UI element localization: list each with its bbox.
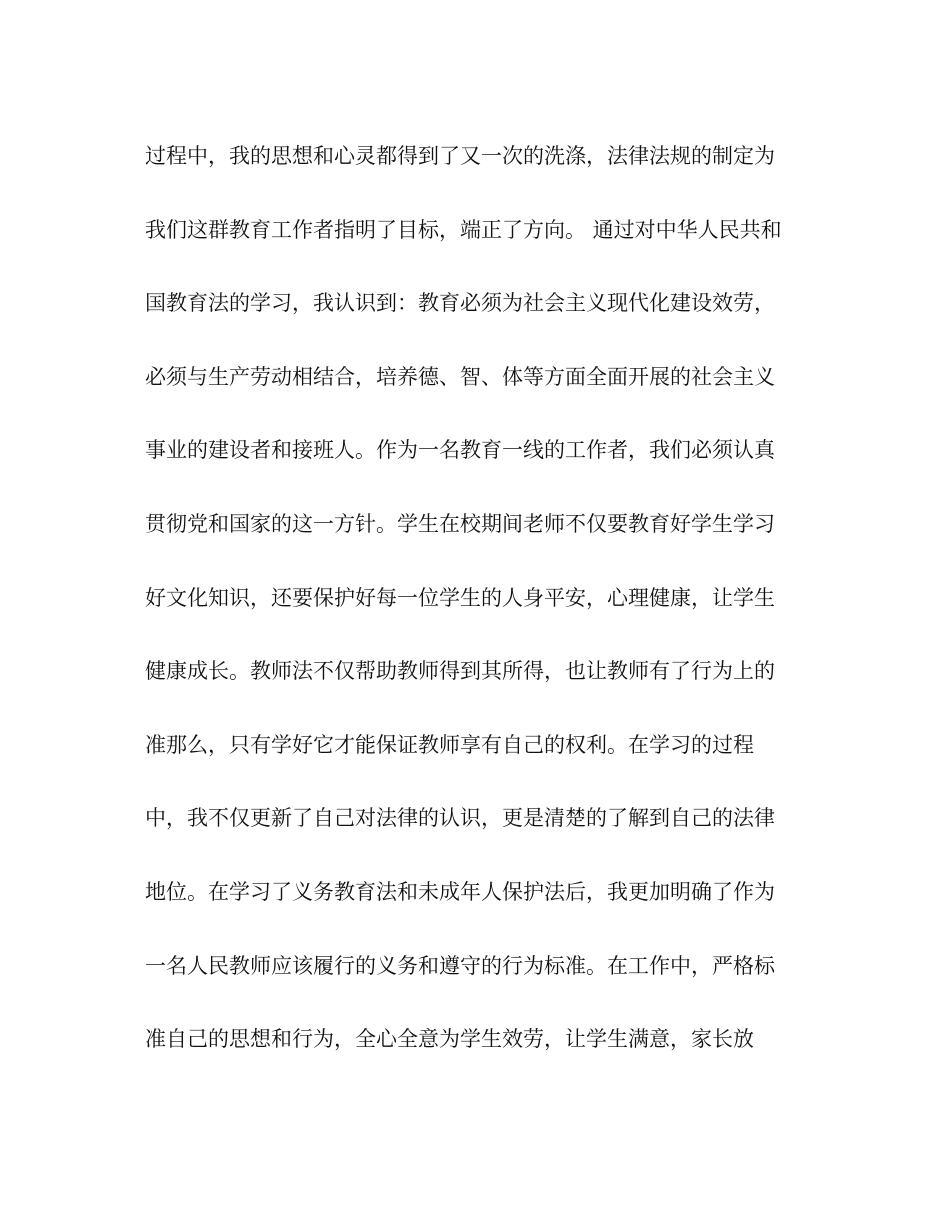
text-line: 事业的建设者和接班人。作为一名教育一线的工作者，我们必须认真: [145, 438, 775, 463]
text-line: 必须与生产劳动相结合，培养德、智、体等方面全面开展的社会主义: [145, 364, 775, 389]
text-line: 准那么，只有学好它才能保证教师享有自己的权利。在学习的过程: [145, 732, 754, 757]
body-paragraph: [145, 138, 825, 1095]
text-line: 健康成长。教师法不仅帮助教师得到其所得，也让教师有了行为上的: [145, 659, 775, 684]
text-line: 贯彻党和国家的这一方针。学生在校期间老师不仅要教育好学生学习: [145, 511, 775, 536]
text-line: 一名人民教师应该履行的义务和遵守的行为标准。在工作中，严格标: [145, 953, 775, 978]
text-line: 地位。在学习了义务教育法和未成年人保护法后，我更加明确了作为: [145, 879, 775, 904]
text-line: 中，我不仅更新了自己对法律的认识，更是清楚的了解到自己的法律: [145, 806, 775, 831]
text-line: 过程中，我的思想和心灵都得到了又一次的洗涤，法律法规的制定为: [145, 144, 775, 168]
text-line: 我们这群教育工作者指明了目标，端正了方向。 通过对中华人民共和: [145, 217, 782, 242]
text-line: 国教育法的学习，我认识到：教育必须为社会主义现代化建设效劳，: [145, 291, 775, 316]
text-line: 准自己的思想和行为，全心全意为学生效劳，让学生满意，家长放: [145, 1027, 754, 1052]
text-line: 好文化知识，还要保护好每一位学生的人身平安，心理健康，让学生: [145, 585, 775, 610]
